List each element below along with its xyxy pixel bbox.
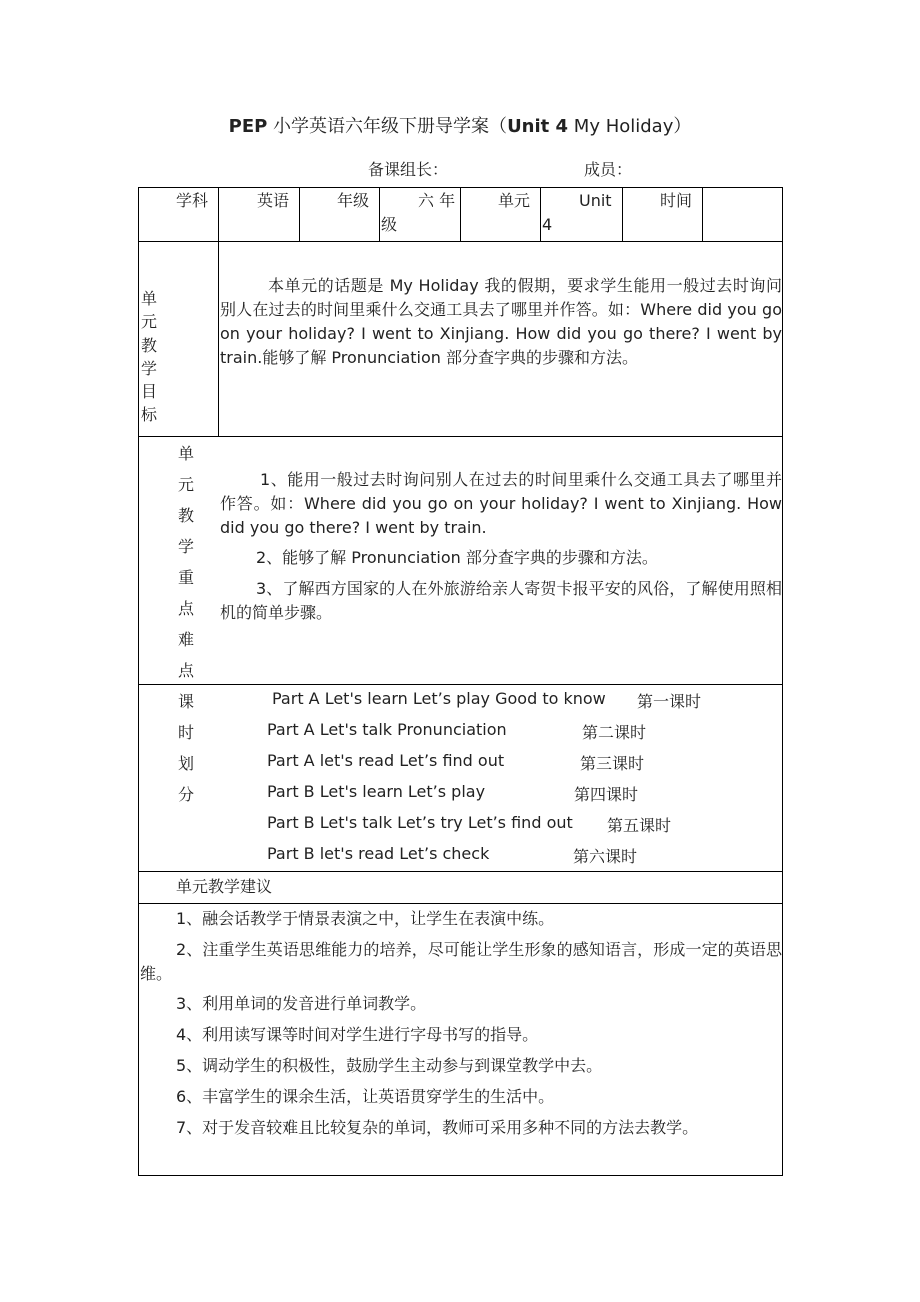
unit-value-line1: Unit bbox=[579, 191, 612, 210]
suggestion-item: 2、注重学生英语思维能力的培养，尽可能让学生形象的感知语言，形成一定的英语思维。 bbox=[140, 940, 782, 983]
keypoint-item: 3、了解西方国家的人在外旅游给亲人寄贺卡报平安的风俗，了解使用照相机的简单步骤。 bbox=[220, 579, 782, 622]
grade-value-line1: 六 年 bbox=[418, 191, 456, 210]
title-rest: My Holiday） bbox=[568, 116, 692, 137]
keypoints-label: 单 元 教 学 重 点 难 点 bbox=[177, 444, 194, 680]
lesson-parts: Part A let's read Let’s find out bbox=[267, 751, 505, 770]
lesson-parts: Part B Let's learn Let’s play bbox=[267, 782, 486, 801]
unit-value-line2: 4 bbox=[542, 215, 553, 234]
lesson-parts: Part B let's read Let’s check bbox=[267, 844, 490, 863]
goals-label: 单 元 教 学 目 标 bbox=[140, 289, 157, 425]
title-main: 小学英语六年级下册导学案（ bbox=[267, 116, 508, 137]
lesson-parts: Part A Let's talk Pronunciation bbox=[267, 720, 507, 739]
lesson-number: 第三课时 bbox=[580, 754, 645, 773]
subject-label: 学科 bbox=[176, 191, 209, 210]
subject-value: 英语 bbox=[257, 191, 290, 210]
lesson-number: 第二课时 bbox=[582, 723, 647, 742]
keypoint-item: 1、能用一般过去时询问别人在过去的时间里乘什么交通工具去了哪里并作答。如：Where did you go on your holiday? I went to Xinjiang. How did you go there? I went by train. bbox=[220, 470, 782, 537]
unit-label: 单元 bbox=[498, 191, 531, 210]
time-label: 时间 bbox=[660, 191, 693, 210]
suggestion-item: 7、对于发音较难且比较复杂的单词，教师可采用多种不同的方法去教学。 bbox=[176, 1118, 699, 1137]
lesson-parts: Part B Let's talk Let’s try Let’s find out bbox=[267, 813, 573, 832]
suggestion-item: 6、丰富学生的课余生活，让英语贯穿学生的生活中。 bbox=[176, 1087, 555, 1106]
lesson-number: 第六课时 bbox=[573, 847, 638, 866]
members-label: 成员： bbox=[584, 160, 633, 179]
title-prefix: PEP bbox=[228, 116, 268, 137]
group-leader-label: 备课组长： bbox=[368, 160, 449, 179]
suggestions-label: 单元教学建议 bbox=[176, 877, 273, 896]
goals-text: 本单元的话题是 My Holiday 我的假期，要求学生能用一般过去时询问别人在过去的时间里乘什么交通工具去了哪里并作答。如：Where did you go on your holiday? I went to Xinjiang. How did you go there? I went by train.能够了解 Pronunciation 部分查字典的步骤和方法。 bbox=[220, 276, 782, 367]
keypoint-item: 2、能够了解 Pronunciation 部分查字典的步骤和方法。 bbox=[256, 548, 658, 567]
title-unit: Unit 4 bbox=[507, 116, 569, 137]
grade-label: 年级 bbox=[337, 191, 370, 210]
schedule-label: 课 时 划 分 bbox=[177, 692, 194, 804]
suggestion-item: 1、融会话教学于情景表演之中，让学生在表演中练。 bbox=[176, 909, 555, 928]
suggestion-item: 4、利用读写课等时间对学生进行字母书写的指导。 bbox=[176, 1025, 539, 1044]
suggestion-item: 5、调动学生的积极性，鼓励学生主动参与到课堂教学中去。 bbox=[176, 1056, 603, 1075]
lesson-parts: Part A Let's learn Let’s play Good to know bbox=[272, 689, 606, 708]
lesson-number: 第五课时 bbox=[607, 816, 672, 835]
lesson-number: 第四课时 bbox=[574, 785, 639, 804]
document-title bbox=[0, 112, 920, 138]
grade-value-line2: 级 bbox=[381, 215, 398, 234]
suggestion-item: 3、利用单词的发音进行单词教学。 bbox=[176, 994, 427, 1013]
lesson-number: 第一课时 bbox=[637, 692, 702, 711]
